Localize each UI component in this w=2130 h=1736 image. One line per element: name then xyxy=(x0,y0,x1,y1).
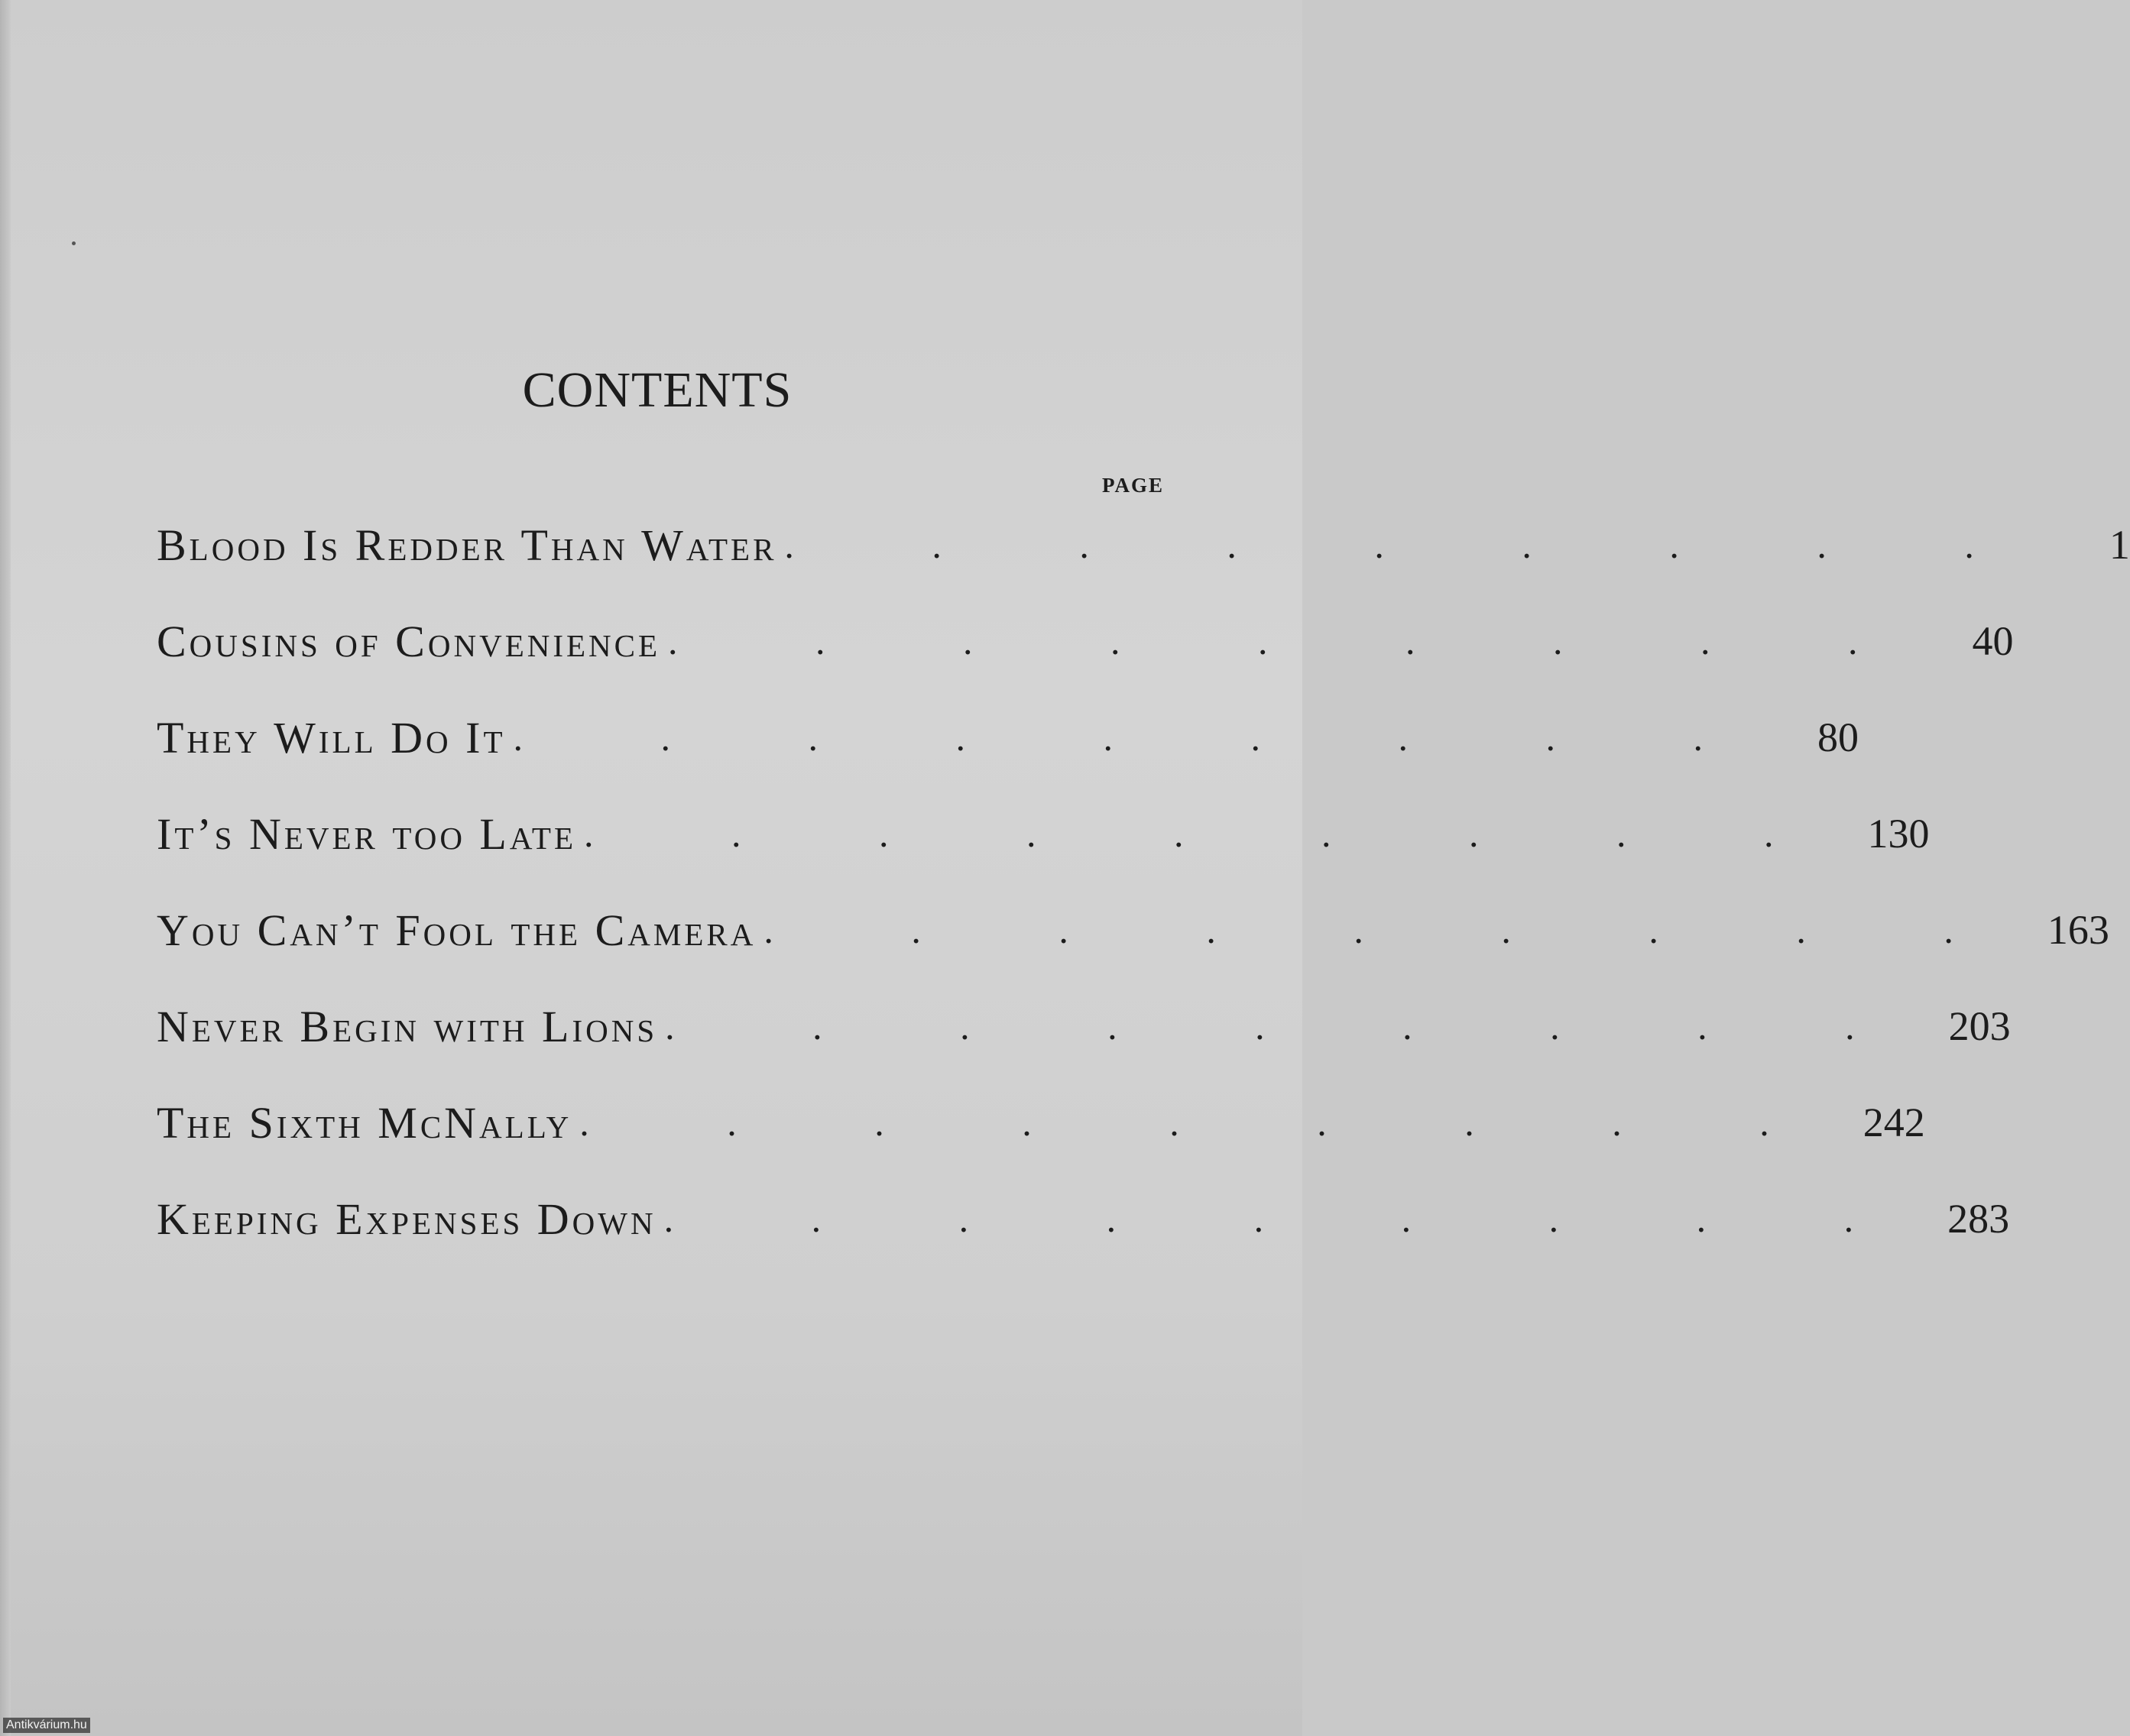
toc-entry xyxy=(157,978,2011,1074)
dot-leader: . . . . . . . . . xyxy=(513,716,1767,759)
toc-entry-title: Blood Is Redder Than Water xyxy=(157,520,777,570)
toc-entry-page: 40 xyxy=(1972,618,2014,664)
dot-leader: . . . . . . . . . xyxy=(579,1101,1833,1144)
dot-leader: . . . . . . . . . xyxy=(663,1197,1918,1240)
toc-entry-page: 283 xyxy=(1947,1196,2010,1242)
toc-entry xyxy=(157,497,2130,593)
toc-entry-page: 242 xyxy=(1863,1100,1925,1145)
table-of-contents xyxy=(157,497,2130,1267)
contents-heading: CONTENTS xyxy=(522,362,793,418)
dot-leader: . . . . . . . . . xyxy=(763,908,2018,951)
toc-entry xyxy=(157,1074,1925,1171)
toc-entry-title: The Sixth McNally xyxy=(157,1097,572,1148)
toc-entry-page: 203 xyxy=(1948,1003,2011,1049)
dot-leader: . . . . . . . . . xyxy=(584,812,1838,855)
dot-leader: . . . . . . . . . xyxy=(665,1005,1919,1048)
toc-entry-page: 163 xyxy=(2047,907,2109,953)
toc-entry-title: You Can’t Fool the Camera xyxy=(157,905,757,955)
toc-entry xyxy=(157,882,2109,978)
toc-entry-title: Never Begin with Lions xyxy=(157,1001,658,1051)
toc-entry-page: 130 xyxy=(1867,811,1930,857)
toc-entry-title: Cousins of Convenience xyxy=(157,616,661,666)
page-edge-shadow xyxy=(0,0,11,1736)
page-column-label: PAGE xyxy=(1102,474,1164,497)
toc-entry-page: 1 xyxy=(2109,522,2130,568)
paper-speck xyxy=(72,241,76,245)
toc-entry xyxy=(157,1171,2010,1267)
toc-entry xyxy=(157,689,1859,785)
toc-entry-title: It’s Never too Late xyxy=(157,808,577,859)
toc-entry-page: 80 xyxy=(1817,714,1859,760)
toc-entry xyxy=(157,593,2014,689)
dot-leader: . . . . . . . . . xyxy=(784,523,2038,566)
dot-leader: . . . . . . . . . xyxy=(668,620,1922,662)
watermark-label: Antikvárium.hu xyxy=(3,1718,90,1733)
toc-entry-title: Keeping Expenses Down xyxy=(157,1194,657,1244)
toc-entry-title: They Will Do It xyxy=(157,712,506,763)
toc-entry xyxy=(157,785,1930,882)
